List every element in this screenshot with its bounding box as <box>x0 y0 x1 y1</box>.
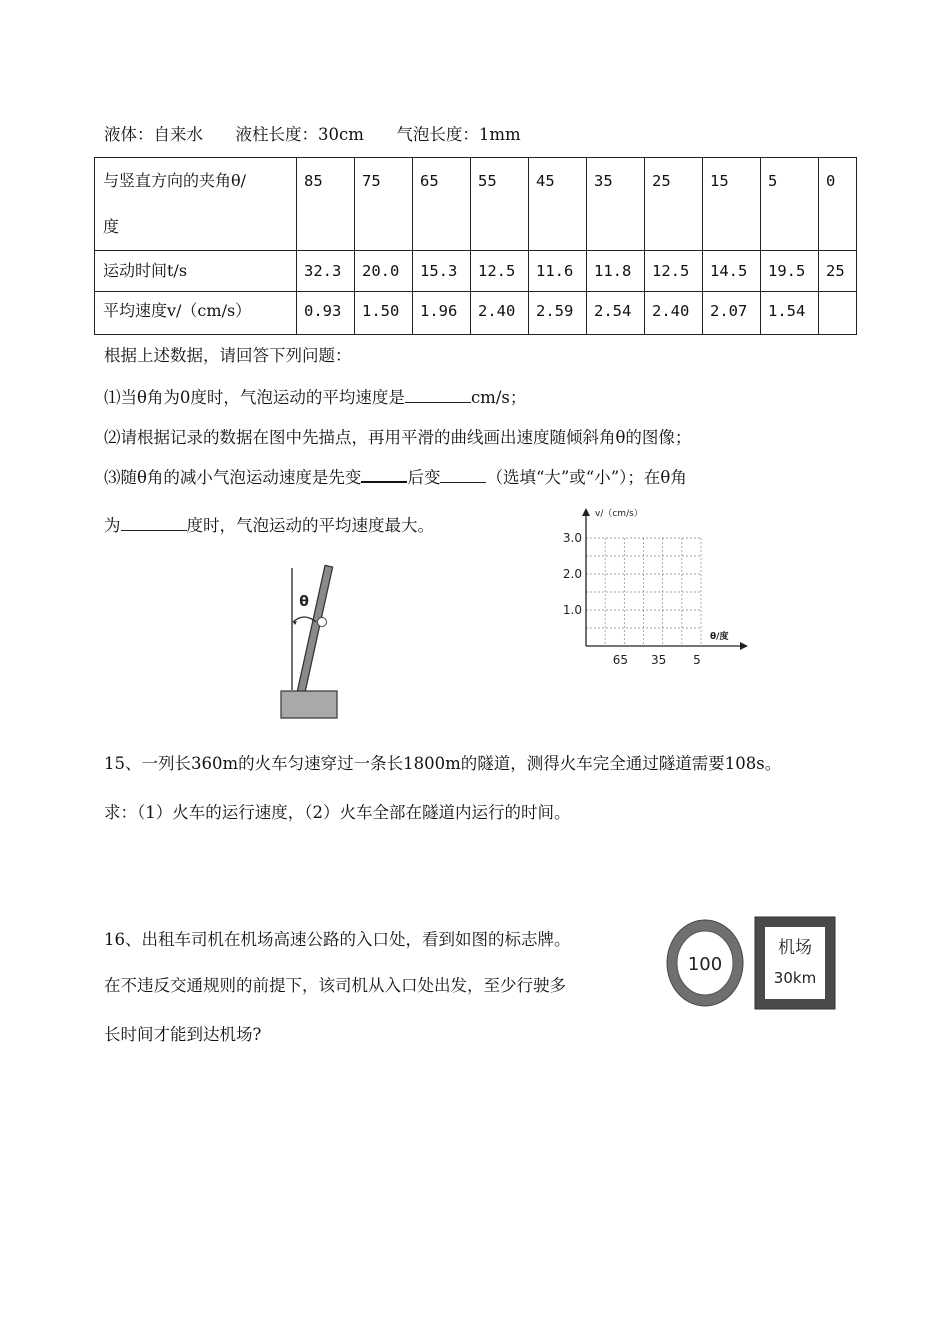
answer-blank-3a[interactable] <box>361 465 407 484</box>
time-cell: 12.5 <box>645 251 703 292</box>
y-axis-label: v/（cm/s） <box>595 509 643 519</box>
x-axis-label: θ/度 <box>710 632 729 642</box>
question-1-unit: cm/s； <box>470 388 527 407</box>
row-label-speed: 平均速度v/（cm/s） <box>95 292 297 335</box>
y-axis-arrow <box>582 508 590 516</box>
angle-cell: 85 <box>297 158 355 251</box>
problem-16-line-2: 在不违反交通规则的前提下，该司机从入口处出发，至少行驶多 <box>104 976 566 995</box>
x-tick-label: 65 <box>612 653 628 667</box>
angle-cell: 45 <box>529 158 587 251</box>
row-label-angle-line2: 度 <box>103 217 120 236</box>
row-label-time: 运动时间t/s <box>95 251 297 292</box>
angle-cell: 15 <box>703 158 761 251</box>
distance-sign <box>753 915 837 1011</box>
question-3-text-c: （选填“大”或“小”）；在θ角 <box>486 468 687 487</box>
intro-line <box>104 121 521 145</box>
question-3-text-b: 后变 <box>407 468 441 487</box>
time-cell: 32.3 <box>297 251 355 292</box>
table-row-angle <box>95 158 857 251</box>
problem-16-line-1: 16、出租车司机在机场高速公路的入口处，看到如图的标志牌。 <box>104 930 571 949</box>
question-3-cont <box>104 512 434 536</box>
speed-cell: 2.40 <box>645 292 703 335</box>
angle-cell: 35 <box>587 158 645 251</box>
question-3-text-d: 为 <box>104 516 121 535</box>
question-3-text-a: ⑶随θ角的减小气泡运动速度是先变 <box>104 468 362 487</box>
angle-cell: 0 <box>819 158 857 251</box>
answer-blank-3b[interactable] <box>440 466 486 484</box>
time-cell: 12.5 <box>471 251 529 292</box>
row-label-angle <box>95 158 297 251</box>
problem-16-line-3: 长时间才能到达机场? <box>104 1025 262 1044</box>
question-3-text-e: 度时，气泡运动的平均速度最大。 <box>186 516 434 535</box>
row-label-angle-line1: 与竖直方向的夹角θ/ <box>103 171 247 190</box>
distance-sign-title: 机场 <box>778 938 812 958</box>
speed-cell: 1.50 <box>355 292 413 335</box>
time-cell: 25 <box>819 251 857 292</box>
theta-label: θ <box>299 594 309 610</box>
intro-bubble-length: 气泡长度：1mm <box>396 125 521 144</box>
problem-15-line-1: 15、一列长360m的火车匀速穿过一条长1800m的隧道，测得火车完全通过隧道需要108s。 <box>104 754 782 773</box>
speed-limit-sign <box>663 915 753 1013</box>
y-tick-labels <box>563 531 582 617</box>
speed-cell: 2.54 <box>587 292 645 335</box>
x-tick-label: 35 <box>651 653 667 667</box>
problem-15-line-2: 求：（1）火车的运行速度，（2）火车全部在隧道内运行的时间。 <box>104 803 571 822</box>
time-cell: 20.0 <box>355 251 413 292</box>
x-tick-labels <box>613 653 701 667</box>
x-tick-label: 5 <box>693 653 701 667</box>
speed-limit-value: 100 <box>687 954 723 975</box>
water-container <box>281 691 337 718</box>
angle-cell: 25 <box>645 158 703 251</box>
tube-figure <box>270 560 360 722</box>
y-tick-label: 2.0 <box>562 567 582 581</box>
angle-cell: 5 <box>761 158 819 251</box>
time-cell: 11.8 <box>587 251 645 292</box>
time-cell: 14.5 <box>703 251 761 292</box>
inclined-tube <box>302 570 328 688</box>
questions-lead: 根据上述数据，请回答下列问题： <box>104 346 352 365</box>
angle-cell: 65 <box>413 158 471 251</box>
speed-cell: 1.96 <box>413 292 471 335</box>
time-cell: 15.3 <box>413 251 471 292</box>
table-row-time <box>95 251 857 292</box>
question-1 <box>104 384 526 408</box>
y-tick-label: 1.0 <box>562 603 582 617</box>
speed-cell <box>819 292 857 335</box>
table-row-speed <box>95 292 857 335</box>
question-1-text: ⑴当θ角为0度时，气泡运动的平均速度是 <box>104 388 405 407</box>
data-table <box>94 157 857 335</box>
time-cell: 19.5 <box>761 251 819 292</box>
angle-cell: 75 <box>355 158 413 251</box>
chart-grid <box>586 538 701 646</box>
y-tick-label: 3.0 <box>562 531 582 545</box>
velocity-angle-graph <box>555 502 755 672</box>
question-3 <box>104 464 687 488</box>
speed-cell: 0.93 <box>297 292 355 335</box>
question-2: ⑵请根据记录的数据在图中先描点，再用平滑的曲线画出速度随倾斜角θ的图像； <box>104 428 692 447</box>
time-cell: 11.6 <box>529 251 587 292</box>
speed-cell: 2.07 <box>703 292 761 335</box>
angle-cell: 55 <box>471 158 529 251</box>
speed-cell: 1.54 <box>761 292 819 335</box>
air-bubble <box>318 618 327 627</box>
speed-cell: 2.59 <box>529 292 587 335</box>
answer-blank-1[interactable] <box>405 386 471 404</box>
intro-liquid: 液体：自来水 <box>104 125 203 144</box>
distance-sign-value: 30km <box>773 969 817 987</box>
intro-column-length: 液柱长度：30cm <box>235 125 364 144</box>
x-axis-arrow <box>740 642 748 650</box>
answer-blank-3c[interactable] <box>121 514 187 532</box>
speed-cell: 2.40 <box>471 292 529 335</box>
